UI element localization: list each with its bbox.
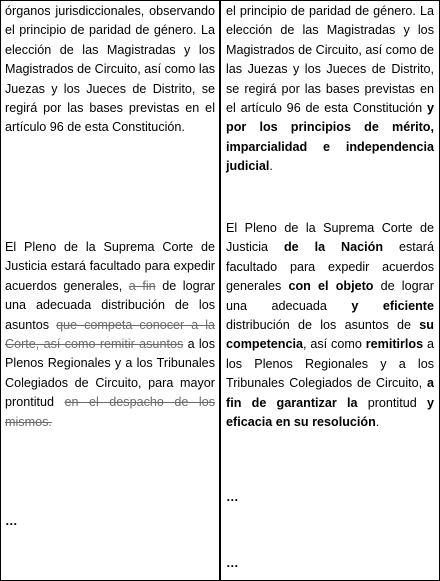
text-segment: El Pleno de la Suprema Corte de Justicia estará facultado para expedir acuerdos generales, — [5, 240, 215, 293]
text-segment: , así como — [303, 337, 366, 352]
text-segment: prontitud — [357, 395, 427, 410]
left-paragraph-2 — [5, 238, 215, 432]
text-segment: . — [269, 159, 273, 174]
deleted-text: que competa conocer a la Corte, así como remitir asuntos — [5, 317, 216, 352]
added-text: y por los principios de mérito, imparcialidad e independencia judicial — [226, 101, 434, 174]
right-ellipsis-2: … — [226, 556, 240, 570]
text-segment: distribución de los asuntos de — [226, 318, 420, 333]
text-segment: El Pleno de la Suprema Corte de Justicia — [226, 221, 434, 255]
text-segment: el principio de paridad de género. La elección de las Magistradas y los Magistrados de Circuito, así como de las Juezas y los Jueces de Distrito, se regirá por las bases previstas en el artículo 96 de esta Constitución — [226, 4, 434, 116]
left-ellipsis: … — [5, 514, 19, 528]
deleted-text: en el despacho de los mismos. — [5, 395, 215, 429]
text-segment: . — [375, 415, 380, 430]
added-text: y eficiente — [351, 298, 434, 313]
added-text: a fin de garantizar la — [226, 376, 434, 410]
left-paragraph-1: órganos jurisdiccionales, observando el principio de paridad de género. La elección de las Magistradas y los Magistrados de Circuito, así como las Juezas y los Jueces de Distrito, se regirá por las bases previstas en el artículo 96 de esta Constitución. — [5, 4, 215, 135]
right-ellipsis-1: … — [226, 490, 240, 504]
text-segment: de lograr una adecuada — [226, 279, 434, 313]
text-segment: a los Plenos Regionales y a los Tribunales Colegiados de Circuito, para mayor prontitud — [5, 337, 215, 410]
left-column — [1, 1, 219, 580]
added-text: su competencia — [226, 318, 434, 352]
text-segment: de lograr una adecuada distribución de los asuntos — [5, 278, 215, 332]
added-text: remitirlos — [365, 337, 424, 352]
added-text: con el objeto — [288, 279, 374, 294]
added-text: y eficacia en su resolución — [226, 395, 434, 430]
right-paragraph-2 — [226, 219, 434, 432]
right-column — [221, 1, 439, 580]
text-segment: a los Plenos Regionales y a los Tribunales Colegiados de Circuito, — [226, 337, 434, 391]
text-segment: estará facultado para expedir acuerdos generales — [226, 240, 434, 294]
right-paragraph-1 — [226, 2, 434, 177]
added-text: de la Nación — [283, 240, 384, 255]
deleted-text: a fin — [128, 278, 156, 293]
